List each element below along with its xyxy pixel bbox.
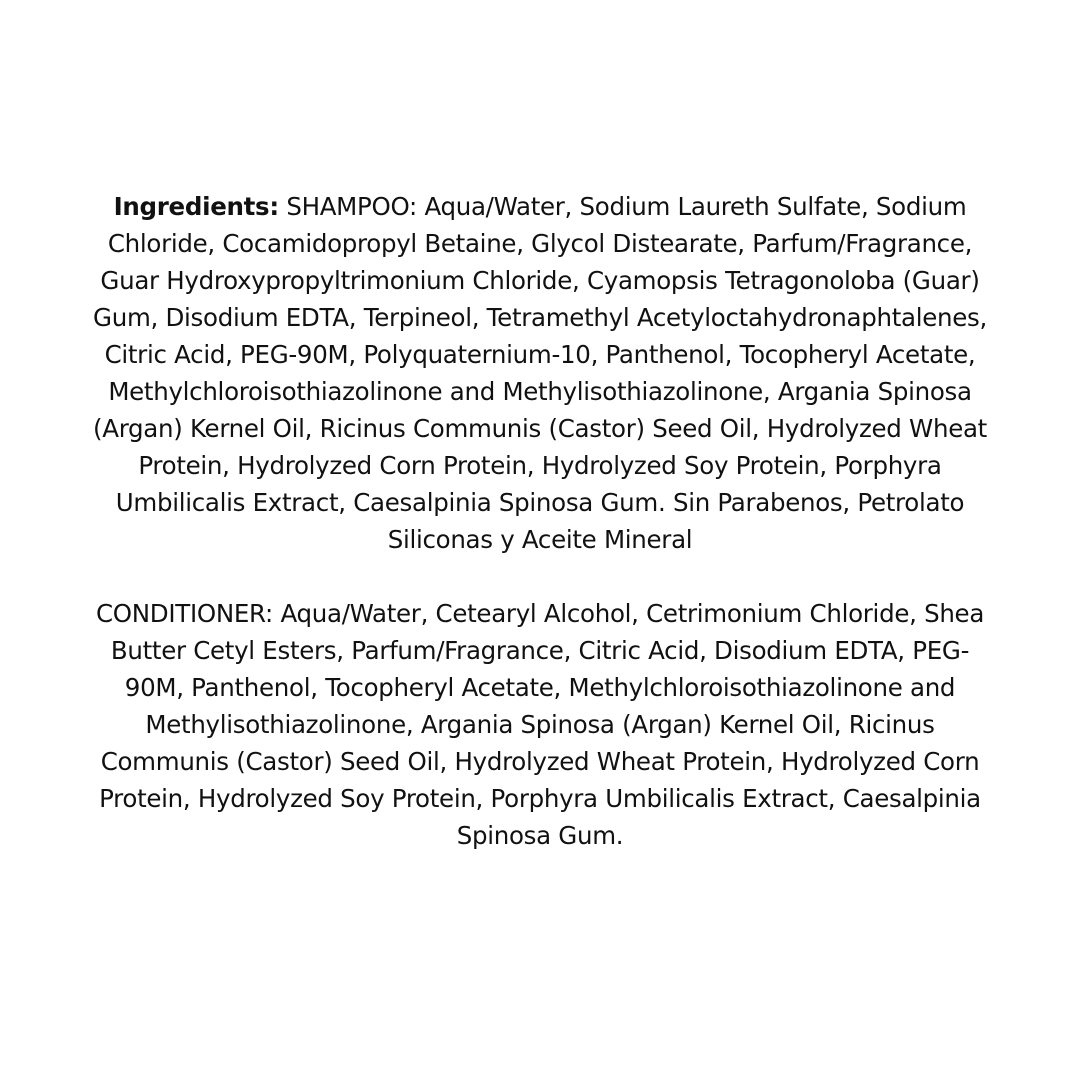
ingredients-heading: Ingredients: — [113, 192, 279, 221]
conditioner-ingredients-text: CONDITIONER: Aqua/Water, Cetearyl Alcohol, Cetrimonium Chloride, Shea Butter Cetyl Esters, Parfum/Fragrance, Citric Acid, Disodium EDTA, PEG-90M, Panthenol, Tocopheryl Acetate, Methylchloroisothiazolinone and Methylisothiazolinone, Argania Spinosa (Argan) Kernel Oil, Ricinus Communis (Castor) Seed Oil, Hydrolyzed Wheat Protein, Hydrolyzed Corn Protein, Hydrolyzed Soy Protein, Porphyra Umbilicalis Extract, Caesalpinia Spinosa Gum. — [95, 599, 985, 850]
conditioner-ingredients-paragraph — [90, 595, 990, 854]
ingredients-text-block — [90, 188, 990, 854]
shampoo-ingredients-text: SHAMPOO: Aqua/Water, Sodium Laureth Sulfate, Sodium Chloride, Cocamidopropyl Betaine, Glycol Distearate, Parfum/Fragrance, Guar Hydroxypropyltrimonium Chloride, Cyamopsis Tetragonoloba (Guar) Gum, Disodium EDTA, Terpineol, Tetramethyl Acetyloctahydronaphtalenes, Citric Acid, PEG-90M, Polyquaternium-10, Panthenol, Tocopheryl Acetate, Methylchloroisothiazolinone and Methylisothiazolinone, Argania Spinosa (Argan) Kernel Oil, Ricinus Communis (Castor) Seed Oil, Hydrolyzed Wheat Protein, Hydrolyzed Corn Protein, Hydrolyzed Soy Protein, Porphyra Umbilicalis Extract, Caesalpinia Spinosa Gum. Sin Parabenos, Petrolato Siliconas y Aceite Mineral — [93, 192, 987, 554]
shampoo-ingredients-paragraph — [90, 188, 990, 558]
